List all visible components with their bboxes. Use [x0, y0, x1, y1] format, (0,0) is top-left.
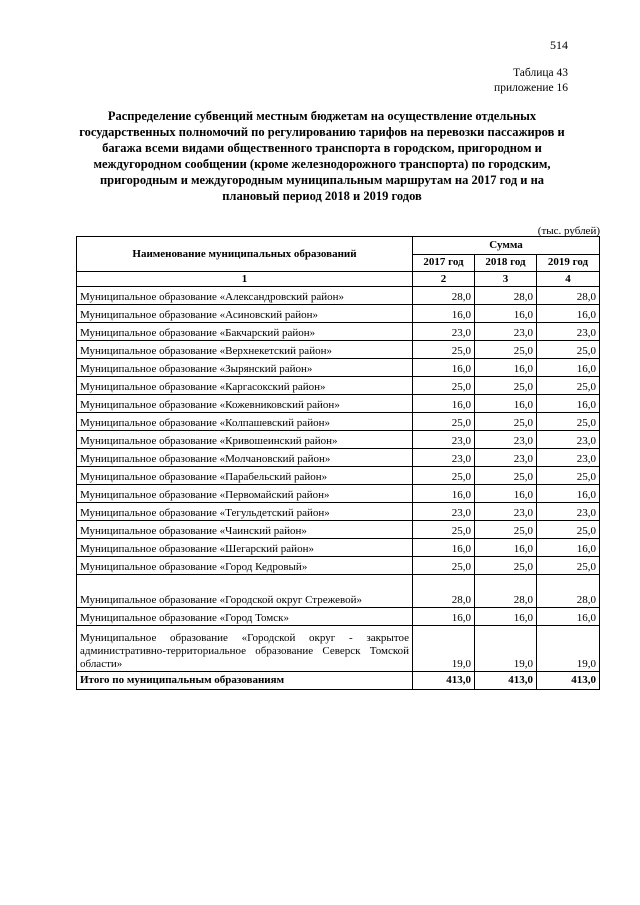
document-title: Распределение субвенций местным бюджетам на осуществление отдельных государственных полномочий по регулированию тарифов на перевозки пассажиров и багажа всеми видами общественного транспорта в городском, пригородном и междугородном сообщении (кроме железнодорожного транспорта) по городским, пригородным и междугородным муниципальным маршрутам на 2017 год и на плановый период 2018 и 2019 годов [79, 109, 565, 203]
municipality-name: Муниципальное образование «Асиновский район» [77, 305, 413, 323]
value-2018: 16,0 [475, 395, 537, 413]
table-row [77, 395, 600, 413]
value-2019: 19,0 [537, 626, 600, 672]
municipality-name: Муниципальное образование «Город Томск» [77, 608, 413, 626]
municipality-name: Муниципальное образование «Верхнекетский район» [77, 341, 413, 359]
value-2017: 25,0 [413, 521, 475, 539]
value-2017: 28,0 [413, 575, 475, 608]
page-number: 514 [550, 38, 568, 52]
municipality-name: Муниципальное образование «Бакчарский район» [77, 323, 413, 341]
value-2019: 16,0 [537, 485, 600, 503]
table-row [77, 626, 600, 672]
municipality-name: Муниципальное образование «Городской округ Стрежевой» [77, 575, 413, 608]
value-2018: 23,0 [475, 431, 537, 449]
total-label: Итого по муниципальным образованиям [77, 672, 413, 690]
table-row [77, 467, 600, 485]
municipality-name: Муниципальное образование «Городской округ - закрытое административно-территориальное образование Северск Томской области» [77, 626, 413, 672]
table-number: Таблица 43 [513, 67, 568, 79]
header-year-2017: 2017 год [413, 254, 475, 272]
value-2019: 28,0 [537, 287, 600, 305]
table-row [77, 377, 600, 395]
value-2017: 23,0 [413, 431, 475, 449]
value-2018: 25,0 [475, 341, 537, 359]
table-row [77, 287, 600, 305]
total-2019: 413,0 [537, 672, 600, 690]
table-row [77, 431, 600, 449]
value-2018: 16,0 [475, 608, 537, 626]
column-number: 4 [537, 272, 600, 287]
municipality-name: Муниципальное образование «Город Кедровый» [77, 557, 413, 575]
value-2017: 16,0 [413, 395, 475, 413]
value-2018: 16,0 [475, 305, 537, 323]
total-2018: 413,0 [475, 672, 537, 690]
units-label: (тыс. рублей) [537, 225, 600, 237]
table-row [77, 608, 600, 626]
municipality-name: Муниципальное образование «Колпашевский район» [77, 413, 413, 431]
value-2019: 16,0 [537, 359, 600, 377]
municipality-name: Муниципальное образование «Тегульдетский район» [77, 503, 413, 521]
value-2018: 16,0 [475, 485, 537, 503]
value-2017: 16,0 [413, 539, 475, 557]
value-2019: 23,0 [537, 503, 600, 521]
value-2017: 16,0 [413, 305, 475, 323]
table-row [77, 413, 600, 431]
subsidy-table [76, 236, 600, 690]
municipality-name: Муниципальное образование «Шегарский район» [77, 539, 413, 557]
value-2017: 23,0 [413, 449, 475, 467]
municipality-name: Муниципальное образование «Чаинский район» [77, 521, 413, 539]
value-2018: 23,0 [475, 503, 537, 521]
value-2019: 16,0 [537, 608, 600, 626]
value-2017: 25,0 [413, 341, 475, 359]
value-2018: 25,0 [475, 377, 537, 395]
table-row [77, 323, 600, 341]
header-year-2018: 2018 год [475, 254, 537, 272]
total-row [77, 672, 600, 690]
value-2019: 23,0 [537, 431, 600, 449]
table-row [77, 305, 600, 323]
appendix-number: приложение 16 [494, 82, 568, 94]
value-2019: 25,0 [537, 377, 600, 395]
table-row [77, 539, 600, 557]
value-2018: 28,0 [475, 575, 537, 608]
table-row [77, 503, 600, 521]
value-2017: 16,0 [413, 608, 475, 626]
municipality-name: Муниципальное образование «Парабельский район» [77, 467, 413, 485]
value-2019: 25,0 [537, 413, 600, 431]
value-2019: 28,0 [537, 575, 600, 608]
municipality-name: Муниципальное образование «Каргасокский район» [77, 377, 413, 395]
municipality-name: Муниципальное образование «Молчановский район» [77, 449, 413, 467]
value-2019: 25,0 [537, 467, 600, 485]
value-2018: 25,0 [475, 557, 537, 575]
table-row [77, 521, 600, 539]
value-2018: 25,0 [475, 413, 537, 431]
header-name: Наименование муниципальных образований [77, 237, 413, 272]
value-2018: 19,0 [475, 626, 537, 672]
value-2017: 25,0 [413, 413, 475, 431]
value-2018: 16,0 [475, 539, 537, 557]
value-2017: 25,0 [413, 467, 475, 485]
value-2018: 25,0 [475, 521, 537, 539]
value-2017: 25,0 [413, 377, 475, 395]
value-2017: 23,0 [413, 503, 475, 521]
value-2018: 23,0 [475, 323, 537, 341]
column-number-row [77, 272, 600, 287]
value-2019: 16,0 [537, 305, 600, 323]
value-2019: 23,0 [537, 449, 600, 467]
value-2017: 23,0 [413, 323, 475, 341]
table-row [77, 449, 600, 467]
value-2019: 25,0 [537, 557, 600, 575]
column-number: 3 [475, 272, 537, 287]
municipality-name: Муниципальное образование «Кожевниковский район» [77, 395, 413, 413]
value-2017: 25,0 [413, 557, 475, 575]
value-2019: 25,0 [537, 521, 600, 539]
value-2018: 16,0 [475, 359, 537, 377]
value-2019: 16,0 [537, 395, 600, 413]
value-2017: 16,0 [413, 485, 475, 503]
column-number: 2 [413, 272, 475, 287]
table-row [77, 359, 600, 377]
municipality-name: Муниципальное образование «Кривошеинский район» [77, 431, 413, 449]
municipality-name: Муниципальное образование «Александровский район» [77, 287, 413, 305]
value-2019: 25,0 [537, 341, 600, 359]
value-2018: 25,0 [475, 467, 537, 485]
table-row [77, 575, 600, 608]
municipality-name: Муниципальное образование «Зырянский район» [77, 359, 413, 377]
table-row [77, 557, 600, 575]
header-sum: Сумма [413, 237, 600, 255]
value-2017: 16,0 [413, 359, 475, 377]
value-2019: 16,0 [537, 539, 600, 557]
total-2017: 413,0 [413, 672, 475, 690]
table-row [77, 341, 600, 359]
header-year-2019: 2019 год [537, 254, 600, 272]
value-2018: 28,0 [475, 287, 537, 305]
value-2017: 28,0 [413, 287, 475, 305]
table-reference [494, 66, 568, 96]
value-2019: 23,0 [537, 323, 600, 341]
value-2017: 19,0 [413, 626, 475, 672]
value-2018: 23,0 [475, 449, 537, 467]
table-row [77, 485, 600, 503]
column-number: 1 [77, 272, 413, 287]
municipality-name: Муниципальное образование «Первомайский район» [77, 485, 413, 503]
